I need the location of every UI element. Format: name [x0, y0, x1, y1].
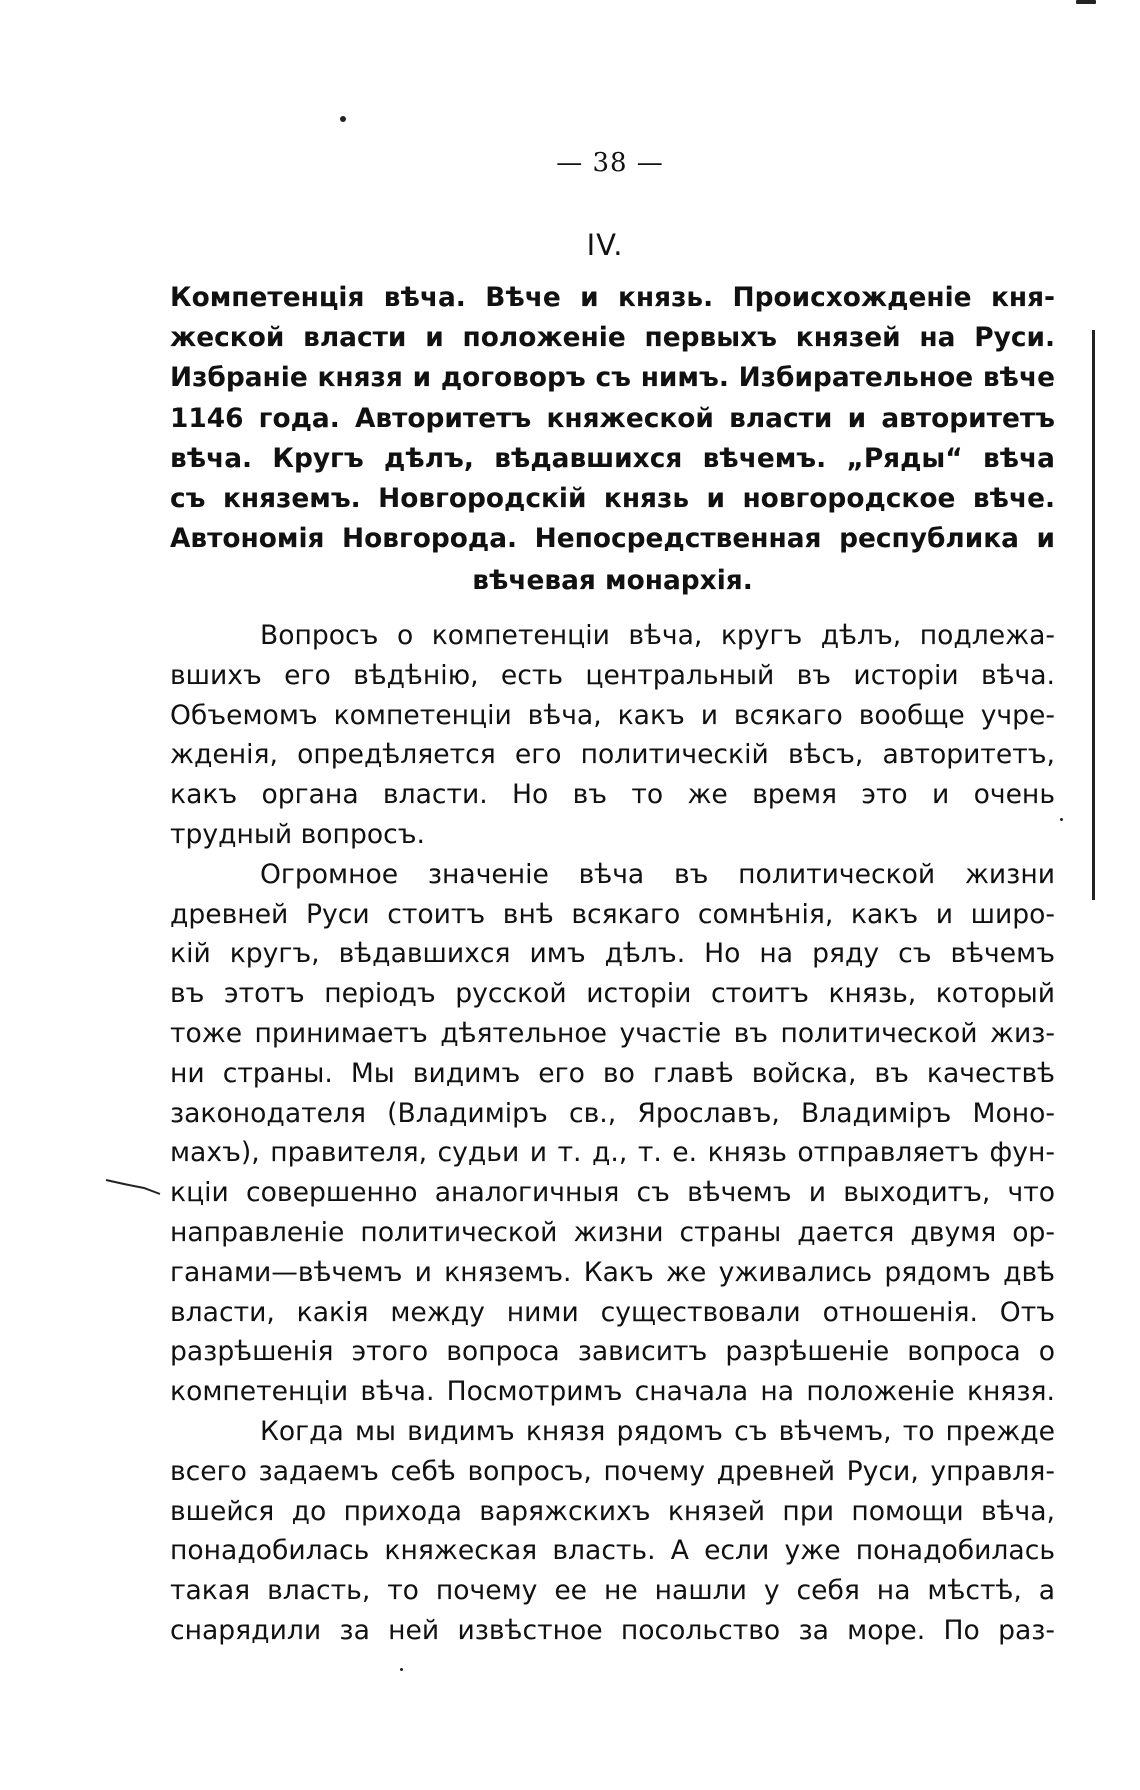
- scan-speck: [1060, 818, 1063, 821]
- text-line: древней Руси стоитъ внѣ всякаго сомнѣнія, какъ и широ-: [170, 898, 1055, 930]
- text-line: кій кругъ, вѣдавшихся имъ дѣлъ. Но на ряду съ вѣчемъ: [170, 938, 1055, 970]
- chapter-summary: [170, 278, 1055, 559]
- chapter-number: IV.: [586, 228, 624, 262]
- text-line: какъ органа власти. Но въ то же время это и очень: [170, 779, 1055, 811]
- text-line: Когда мы видимъ князя рядомъ съ вѣчемъ, то прежде: [260, 1415, 1055, 1447]
- text-line: такая власть, то почему ее не нашли у себя на мѣстѣ, а: [170, 1575, 1055, 1607]
- text-line: махъ), правителя, судьи и т. д., т. е. князь отправляетъ фун-: [170, 1137, 1055, 1169]
- text-line: кціи совершенно аналогичныя съ вѣчемъ и выходитъ, что: [170, 1177, 1055, 1209]
- text-line: разрѣшенія этого вопроса зависитъ разрѣшеніе вопроса о: [170, 1336, 1055, 1368]
- summary-line: жеской власти и положеніе первыхъ князей на Руси.: [170, 322, 1055, 354]
- scan-speck: [400, 1668, 403, 1671]
- text-line: вшейся до прихода варяжскихъ князей при помощи вѣча,: [170, 1495, 1055, 1527]
- summary-line: Автономія Новгорода. Непосредственная республика и: [170, 523, 1055, 555]
- paragraph: [170, 616, 1055, 855]
- summary-line: 1146 года. Авторитетъ княжеской власти и авторитетъ: [170, 402, 1055, 434]
- scan-speck: [340, 116, 346, 122]
- body-text: [170, 616, 1055, 1651]
- paragraph: [170, 1412, 1055, 1651]
- text-line: ни страны. Мы видимъ его во главѣ войска, въ качествѣ: [170, 1057, 1055, 1089]
- text-line: тоже принимаетъ дѣятельное участіе въ политической жиз-: [170, 1017, 1055, 1049]
- text-line: Вопросъ о компетенціи вѣча, кругъ дѣлъ, подлежа-: [260, 620, 1055, 651]
- text-line: направленіе политической жизни страны дается двумя ор-: [170, 1216, 1055, 1248]
- page-edge-shadow: [1092, 330, 1095, 900]
- text-line: ганами—вѣчемъ и княземъ. Какъ же уживались рядомъ двѣ: [170, 1256, 1055, 1288]
- margin-pencil-mark: [104, 1176, 164, 1196]
- text-line: снарядили за ней извѣстное посольство за море. По раз-: [170, 1614, 1055, 1646]
- text-line: Объемомъ компетенціи вѣча, какъ и всякаго вообще учре-: [170, 699, 1055, 731]
- summary-line: Избраніе князя и договоръ съ нимъ. Избирательное вѣче: [170, 362, 1055, 394]
- text-line: трудный вопросъ.: [170, 818, 425, 850]
- text-line: жденія, опредѣляется его политическій вѣсъ, авторитетъ,: [170, 739, 1055, 771]
- paragraph: [170, 855, 1055, 1412]
- text-line: власти, какія между ними существовали отношенія. Отъ: [170, 1296, 1055, 1328]
- text-line: Огромное значеніе вѣча въ политической жизни: [260, 858, 1055, 890]
- text-line: въ этотъ періодъ русской исторіи стоитъ князь, который: [170, 978, 1055, 1010]
- summary-line: вѣча. Кругъ дѣлъ, вѣдавшихся вѣчемъ. „Ряды“ вѣча: [170, 442, 1055, 474]
- text-line: вшихъ его вѣдѣнію, есть центральный въ исторіи вѣча.: [170, 659, 1055, 691]
- summary-last-line: вѣчевая монархія.: [472, 565, 753, 596]
- page-number: — 38 —: [556, 148, 664, 178]
- scan-speck: [1076, 0, 1096, 4]
- summary-line: съ княземъ. Новгородскій князь и новгородское вѣче.: [170, 483, 1055, 515]
- text-line: законодателя (Владиміръ св., Ярославъ, Владиміръ Моно-: [170, 1097, 1055, 1129]
- summary-line: Компетенція вѣча. Вѣче и князь. Происхожденіе кня-: [170, 282, 1055, 313]
- text-line: компетенціи вѣча. Посмотримъ сначала на положеніе князя.: [170, 1376, 1055, 1408]
- text-line: понадобилась княжеская власть. А если уже понадобилась: [170, 1535, 1055, 1567]
- text-line: всего задаемъ себѣ вопросъ, почему древней Руси, управля-: [170, 1455, 1055, 1487]
